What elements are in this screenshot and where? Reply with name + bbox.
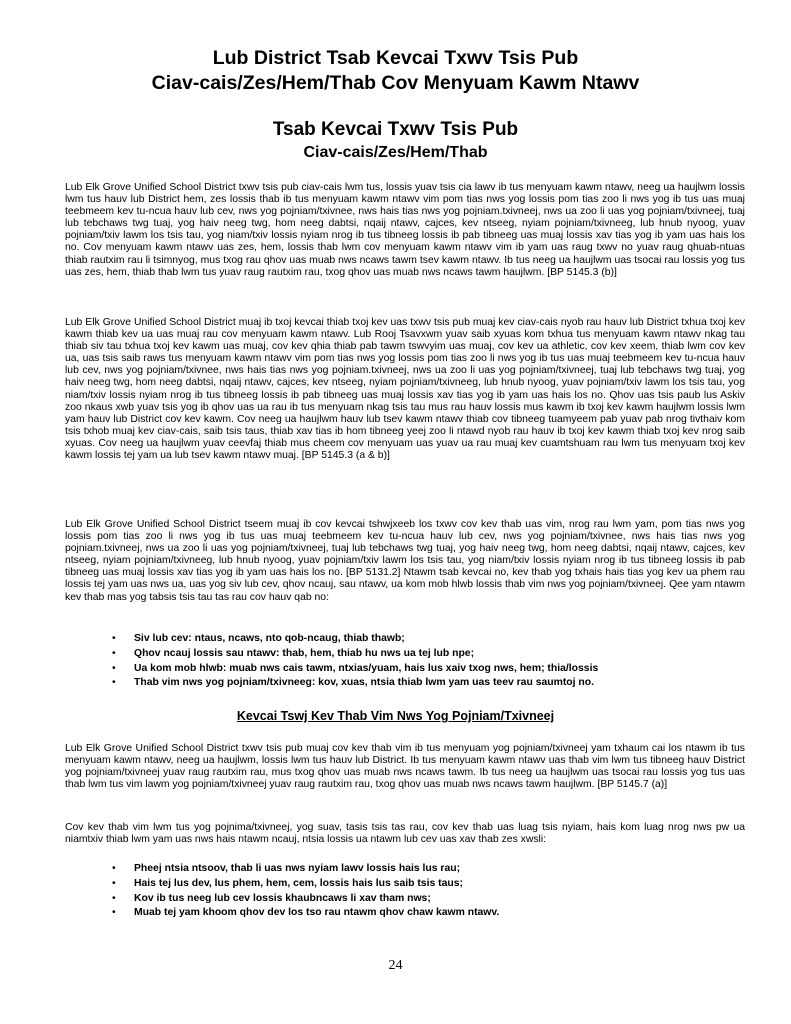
document-title-line2: Ciav-cais/Zes/Hem/Thab Cov Menyuam Kawm Ntawv xyxy=(151,72,640,94)
list-item: • Hais tej lus dev, lus phem, hem, cem, lossis hais lus saib tsis taus; xyxy=(112,877,752,892)
section-heading: Kevcai Tswj Kev Thab Vim Nws Yog Pojniam/Txivneej xyxy=(236,709,555,723)
harassment-types-list xyxy=(112,632,752,691)
document-title-line1: Lub District Tsab Kevcai Txwv Tsis Pub xyxy=(212,47,579,69)
page-number: 24 xyxy=(388,958,403,973)
paragraph-1: Lub Elk Grove Unified School District txwv tsis pub ciav-cais lwm tus, lossis yuav tsis cia lawv ib tus menyuam kawm ntawv, neeg ua haujlwm lossis lwm tus hauv lub District hem, zes lossis thab ib tus menyuam kawm ntawv vim pom tias nws yog lossis pom tias zoo li nws yog ib tus uas muaj teebmeem kev tu-ncua hauv lub cev, nws yog pojniam/txivnee, nws hais tias nws yog pojniam.txivneej, nws ua zoo li uas yog pojniam/txivneej, tuaj lub tebchaws twg tuaj, yog haiv neeg twg, hom neeg dabtsi, nqaij ntawv, cajces, kev ntseeg, nyiam pojniam/txivneeg, lub hnub nyoog, yuav pojniam/txiv lawm los tsis tau, yog niam/txiv lossis nyiam nrog ib tus tibneeg lossis ib pab tibneeg uas muaj lossis xav tias yog ib yam uas hais los no. Cov menyuam kawm ntawv uas zes, hem, lossis thab lwm cov menyuam kawm ntawv vim ib yam uas raug txwv no yuav raug qhuab-ntuas thiab rautxim rau li tsimnyog, mus txog rau qhov uas muab nws ncaws tawm tsev kawm ntawv. Ib tus neeg ua haujlwm uas tsocai rau lossis yog tus uas zes, hem, thiab thab lwm tus yuav raug rautxim rau, txog qhov uas muab nws ncaws tawm haujlwm. [BP 5145.3 (b)] xyxy=(65,182,745,278)
sexual-harassment-list xyxy=(112,862,752,921)
section-title: Tsab Kevcai Txwv Tsis Pub xyxy=(272,119,519,140)
paragraph-5: Cov kev thab vim lwm tus yog pojnima/txivneej, yog suav, tasis tsis tas rau, cov kev thab uas luag tsis nyiam, hais kom luag nrog nws pw ua niamtxiv thiab lwm yam uas nws hais ntawm ncauj, ntsia lossis ua ntawm lub cev uas xav thab zes xwsli: xyxy=(65,822,745,846)
list-item: • Ua kom mob hlwb: muab nws cais tawm, ntxias/yuam, hais lus xaiv txog nws, hem; thia/lossis xyxy=(112,662,752,677)
list-item: • Siv lub cev: ntaus, ncaws, nto qob-ncaug, thiab thawb; xyxy=(112,632,752,647)
list-item: • Qhov ncauj lossis sau ntawv: thab, hem, thiab hu nws ua tej lub npe; xyxy=(112,647,752,662)
list-item: • Muab tej yam khoom qhov dev los tso rau ntawm qhov chaw kawm ntawv. xyxy=(112,906,752,921)
paragraph-4: Lub Elk Grove Unified School District txwv tsis pub muaj cov kev thab vim ib tus menyuam yog pojniam/txivneej yam txhaum cai los ntawm ib tus menyuam kawm ntawv, neeg ua haujlwm, lossis lwm tus hauv lub District. Ib tus menyuam kawm ntawv uas thab vim lwm tus tibneeg hauv District yog pojniam/txivneej yuav raug rautxim rau, mus txog qhov uas muab nws ncaws tawm. Ib tus neeg ua haujlwm uas tsocai rau lossis yog tus uas thab lwm tus vim lawm yog pojniam/txivneej yuav raug rautxim rau, txog qhov uas muab nws ncaws tawm haujlwm. [BP 5145.7 (a)] xyxy=(65,743,745,791)
paragraph-3: Lub Elk Grove Unified School District tseem muaj ib cov kevcai tshwjxeeb los txwv cov kev thab uas vim, nrog rau lwm yam, pom tias nws yog lossis pom tias zoo li nws yog ib tus uas muaj teebmeem kev tu-ncua hauv lub cev, nws yog pojniam/txivnee, nws hais tias nws yog pojniam.txivneej, nws ua zoo li uas yog pojniam/txivneej, tuaj lub tebchaws twg tuaj, yog haiv neeg twg, hom neeg dabtsi, nqaij ntawv, cajces, kev ntseeg, nyiam pojniam/txivneeg, lub hnub nyoog, yuav pojniam/txiv lawm los tsis tau, yog niam/txiv lossis nyiam nrog ib tus tibneeg lossis ib pab tibneeg uas muaj lossis xav tias yog ib yam uas hais los no. [BP 5131.2] Ntawm tsab kevcai no, kev thab yog txhais hais tias yog kev ua phem rau lossis tej yam uas nws ua, uas yog siv lub cev, qhov ncauj, sau ntawv, ua kom mob hlwb lossis thab vim nws yog pojniam/txivneej. Qee yam ntawm kev thab mas yog tabsis tsis tau tas rau cov hauv qab no: xyxy=(65,519,745,603)
list-item: • Kov ib tus neeg lub cev lossis khaubncaws li xav tham nws; xyxy=(112,892,752,907)
paragraph-2: Lub Elk Grove Unified School District muaj ib txoj kevcai thiab txoj kev uas txwv tsis pub muaj kev ciav-cais nyob rau hauv lub District txhua txoj kev kawm thiab kev ua uas muaj rau cov menyuam kawm ntawv. Lub Rooj Tsavxwm yuav saib xyuas kom txhua tus menyuam kawm ntawv nkag tau thiab siv tau txhua txoj kev kawm uas muaj, cov kev qhia thiab pab tawm tswvyim uas muaj, cov kev ua athletic, cov kev xeem, thiab lwm cov kev ua, uas tsis saib raws tus menyuam kawm ntawv vim pom tias nws yog lossis pom tias zoo li nws yog ib tus uas muaj teebmeem kev tu-ncua hauv lub cev, nws yog pojniam/txivnee, nws hais tias nws yog pojniam.txivneej, nws ua zoo li uas yog pojniam/txivneej, tuaj lub tebchaws twg tuaj, yog haiv neeg twg, hom neeg dabtsi, nqaij ntawv, cajces, kev ntseeg, nyiam pojniam/txivneeg, lub hnub nyoog, yuav pojniam/txiv lawm los tsis tau, yog niam/txiv lossis nyiam nrog ib tus tibneeg lossis ib pab tibneeg uas muaj lossis xav tias yog ib yam uas hais los no. Qhov uas tsis paub lus Askiv zoo nkaus xwb yuav tsis yog ib qhov uas ua rau ib tus menyuam nkag tsis tau mus rau hauv lossis mus kawm ib txoj kev kawm haujlwm lossis lwm yam hauv lub District cov kev kawm. Cov neeg ua haujlwm hauv lub tsev kawm ntawv thiab cov tibneeg tuamyeem pab yuav pab nrog tivthaiv kom tsis txhob muaj kev ciav-cais, saib tsis taus, thiab xav tias ib hom tibneeg yeej zoo li ntawd nyob rau hauv ib txoj kev kawm thiab txoj kev nrog saib xyuas. Cov neeg ua haujlwm yuav ceevfaj thiab mus cheem cov menyuam uas yuav ua rau muaj kev cuamtshuam rau lwm tus menyuam txoj kev kawm lossis tej yam ua lub tsev kawm ntawv muaj. [BP 5145.3 (a & b)] xyxy=(65,317,745,462)
section-subtitle: Ciav-cais/Zes/Hem/Thab xyxy=(303,144,488,161)
list-item: • Pheej ntsia ntsoov, thab li uas nws nyiam lawv lossis hais lus rau; xyxy=(112,862,752,877)
list-item: • Thab vim nws yog pojniam/txivneeg: kov, xuas, ntsia thiab lwm yam uas teev rau saumtoj no. xyxy=(112,676,752,691)
